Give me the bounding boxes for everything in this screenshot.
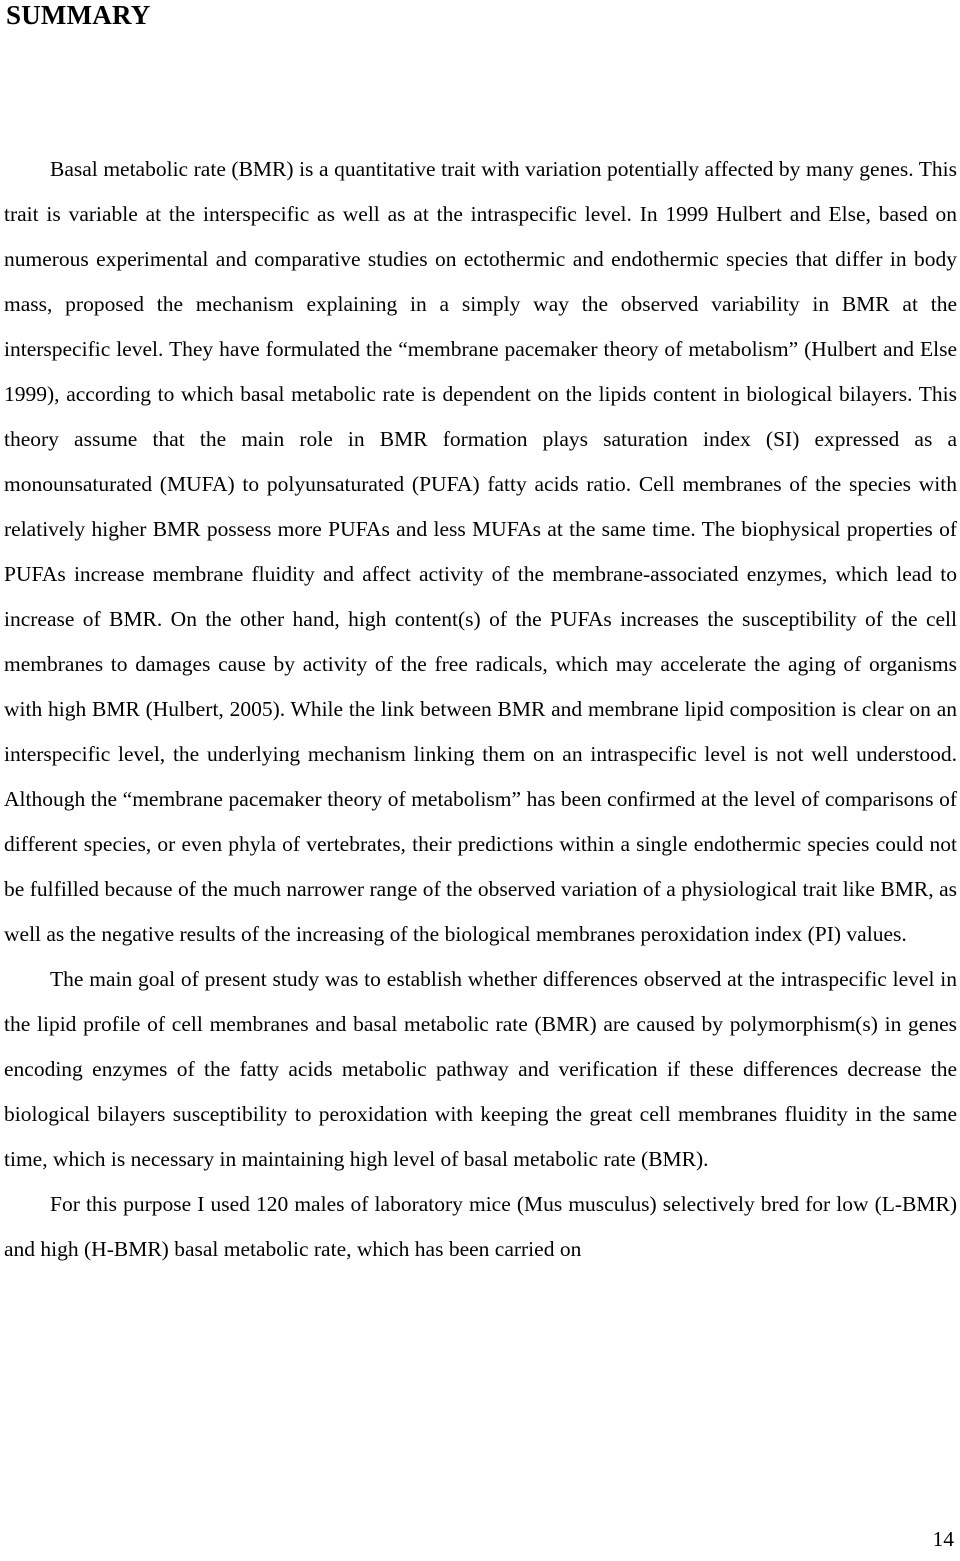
paragraph-1: Basal metabolic rate (BMR) is a quantitative trait with variation potentially affected by many genes. This trait is variable at the interspecific as well as at the intraspecific level. In 1999 Hulbert and Else, based on numerous experimental and comparative studies on ectothermic and endothermic species that differ in body mass, proposed the mechanism explaining in a simply way the observed variability in BMR at the interspecific level. They have formulated the “membrane pacemaker theory of metabolism” (Hulbert and Else 1999), according to which basal metabolic rate is dependent on the lipids content in biological bilayers. This theory assume that the main role in BMR formation plays saturation index (SI) expressed as a monounsaturated (MUFA) to polyunsaturated (PUFA) fatty acids ratio. Cell membranes of the species with relatively higher BMR possess more PUFAs and less MUFAs at the same time. The biophysical properties of PUFAs increase membrane fluidity and affect activity of the membrane-associated enzymes, which lead to increase of BMR. On the other hand, high content(s) of the PUFAs increases the susceptibility of the cell membranes to damages cause by activity of the free radicals, which may accelerate the aging of organisms with high BMR (Hulbert, 2005). While the link between BMR and membrane lipid composition is clear on an interspecific level, the underlying mechanism linking them on an intraspecific level is not well understood. Although the “membrane pacemaker theory of metabolism” has been confirmed at the level of comparisons of different species, or even phyla of vertebrates, their predictions within a single endothermic species could not be fulfilled because of the much narrower range of the observed variation of a physiological trait like BMR, as well as the negative results of the increasing of the biological membranes peroxidation index (PI) values. [4,157,957,946]
summary-body [4,147,957,1272]
paragraph-3: For this purpose I used 120 males of laboratory mice (Mus musculus) selectively bred for low (L-BMR) and high (H-BMR) basal metabolic rate, which has been carried on [4,1192,957,1261]
page-heading: SUMMARY [6,0,151,30]
paragraph-2: The main goal of present study was to establish whether differences observed at the intraspecific level in the lipid profile of cell membranes and basal metabolic rate (BMR) are caused by polymorphism(s) in genes encoding enzymes of the fatty acids metabolic pathway and verification if these differences decrease the biological bilayers susceptibility to peroxidation with keeping the great cell membranes fluidity in the same time, which is necessary in maintaining high level of basal metabolic rate (BMR). [4,967,957,1171]
page-number: 14 [932,1527,954,1551]
